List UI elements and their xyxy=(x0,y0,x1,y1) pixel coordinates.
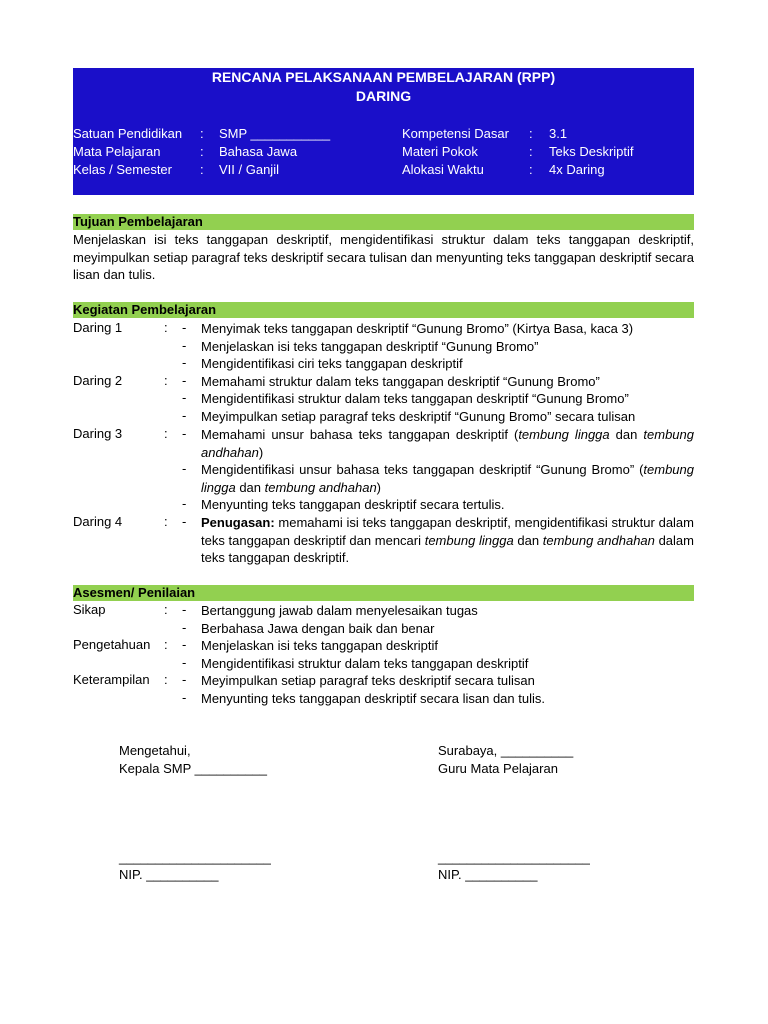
colon: : xyxy=(164,637,168,652)
assessment-item: Menjelaskan isi teks tanggapan deskriptif xyxy=(201,638,439,653)
field-value: 4x Daring xyxy=(549,162,605,177)
bullet-dash: - xyxy=(182,373,187,388)
assessment-label: Sikap xyxy=(73,602,106,617)
activity-item: Mengidentifikasi struktur dalam teks tanggapan deskriptif “Gunung Bromo” xyxy=(201,391,629,406)
bullet-dash: - xyxy=(182,461,187,476)
activity-item: Penugasan: memahami isi teks tanggapan deskriptif, mengidentifikasi struktur dalam teks tanggapan deskriptif dan mencari tembung lingga dan tembung andhahan dalam teks tanggapan deskriptif. xyxy=(201,515,694,565)
assessment-item: Berbahasa Jawa dengan baik dan benar xyxy=(201,621,435,636)
assessment-item: Menyunting teks tanggapan deskriptif secara lisan dan tulis. xyxy=(201,691,545,706)
assessment-label: Keterampilan xyxy=(73,672,150,687)
field-colon: : xyxy=(529,162,533,177)
activity-label: Daring 4 xyxy=(73,514,123,529)
activity-item: Menyunting teks tanggapan deskriptif secara tertulis. xyxy=(201,497,505,512)
field-value: SMP ___________ xyxy=(219,126,331,141)
bullet-dash: - xyxy=(182,408,187,423)
signature-right-line1: Surabaya, __________ xyxy=(438,743,574,758)
bullet-dash: - xyxy=(182,426,187,441)
bullet-dash: - xyxy=(182,620,187,635)
bullet-dash: - xyxy=(182,514,187,529)
signature-right-blank-line: _____________________ xyxy=(438,850,590,865)
section-heading-asesmen: Asesmen/ Penilaian xyxy=(73,585,694,601)
field-label: Satuan Pendidikan xyxy=(73,126,183,141)
field-colon: : xyxy=(529,126,533,141)
identity-row xyxy=(73,126,694,144)
colon: : xyxy=(164,602,168,617)
signature-left-line1: Mengetahui, xyxy=(119,743,191,758)
field-label: Kelas / Semester xyxy=(73,162,172,177)
header-banner xyxy=(73,68,694,195)
signature-left-nip: NIP. __________ xyxy=(119,867,219,882)
field-value: VII / Ganjil xyxy=(219,162,279,177)
bullet-dash: - xyxy=(182,338,187,353)
section-heading-tujuan: Tujuan Pembelajaran xyxy=(73,214,694,230)
colon: : xyxy=(164,426,168,441)
field-label: Kompetensi Dasar xyxy=(402,126,509,141)
field-value: Teks Deskriptif xyxy=(549,144,634,159)
assessment-item: Bertanggung jawab dalam menyelesaikan tugas xyxy=(201,603,478,618)
document-title: RENCANA PELAKSANAAN PEMBELAJARAN (RPP) xyxy=(211,69,556,85)
field-colon: : xyxy=(200,162,204,177)
activity-item: Mengidentifikasi ciri teks tanggapan deskriptif xyxy=(201,356,463,371)
identity-row xyxy=(73,162,694,180)
field-label: Alokasi Waktu xyxy=(402,162,484,177)
field-value: Bahasa Jawa xyxy=(219,144,298,159)
field-colon: : xyxy=(200,126,204,141)
bullet-dash: - xyxy=(182,390,187,405)
field-label: Materi Pokok xyxy=(402,144,478,159)
activity-label: Daring 1 xyxy=(73,320,123,335)
activity-item: Menjelaskan isi teks tanggapan deskriptif “Gunung Bromo” xyxy=(201,339,539,354)
identity-row xyxy=(73,144,694,162)
assessment-label: Pengetahuan xyxy=(73,637,151,652)
colon: : xyxy=(164,373,168,388)
bullet-dash: - xyxy=(182,637,187,652)
activity-item: Meyimpulkan setiap paragraf teks deskriptif “Gunung Bromo” secara tulisan xyxy=(201,409,636,424)
bullet-dash: - xyxy=(182,672,187,687)
activity-item: Menyimak teks tanggapan deskriptif “Gunung Bromo” (Kirtya Basa, kaca 3) xyxy=(201,321,634,336)
tujuan-paragraph: Menjelaskan isi teks tanggapan deskriptif, mengidentifikasi struktur dalam teks tanggapan deskriptif, meyimpulkan setiap paragraf teks deskriptif secara tulisan dan menyunting teks tanggapan deskriptif secara lisan dan tulis. xyxy=(73,232,694,282)
field-label: Mata Pelajaran xyxy=(73,144,161,159)
assessment-item: Meyimpulkan setiap paragraf teks deskriptif secara tulisan xyxy=(201,673,535,688)
bullet-dash: - xyxy=(182,690,187,705)
activity-label: Daring 3 xyxy=(73,426,123,441)
field-colon: : xyxy=(529,144,533,159)
colon: : xyxy=(164,514,168,529)
activity-item: Memahami unsur bahasa teks tanggapan deskriptif (tembung lingga dan tembung andhahan) xyxy=(201,427,694,460)
field-colon: : xyxy=(200,144,204,159)
section-heading-kegiatan: Kegiatan Pembelajaran xyxy=(73,302,694,318)
document-subtitle: DARING xyxy=(355,88,412,104)
colon: : xyxy=(164,320,168,335)
colon: : xyxy=(164,672,168,687)
activity-item: Mengidentifikasi unsur bahasa teks tanggapan deskriptif “Gunung Bromo” (tembung lingga dan tembung andhahan) xyxy=(201,462,694,495)
bullet-dash: - xyxy=(182,655,187,670)
bullet-dash: - xyxy=(182,602,187,617)
activity-item: Memahami struktur dalam teks tanggapan deskriptif “Gunung Bromo” xyxy=(201,374,600,389)
bullet-dash: - xyxy=(182,355,187,370)
bullet-dash: - xyxy=(182,496,187,511)
signature-right-nip: NIP. __________ xyxy=(438,867,538,882)
signature-left-line2: Kepala SMP __________ xyxy=(119,761,267,776)
assessment-item: Mengidentifikasi struktur dalam teks tanggapan deskriptif xyxy=(201,656,529,671)
signature-left-blank-line: _____________________ xyxy=(119,850,271,865)
field-value: 3.1 xyxy=(549,126,568,141)
signature-right-line2: Guru Mata Pelajaran xyxy=(438,761,558,776)
activity-label: Daring 2 xyxy=(73,373,123,388)
bullet-dash: - xyxy=(182,320,187,335)
